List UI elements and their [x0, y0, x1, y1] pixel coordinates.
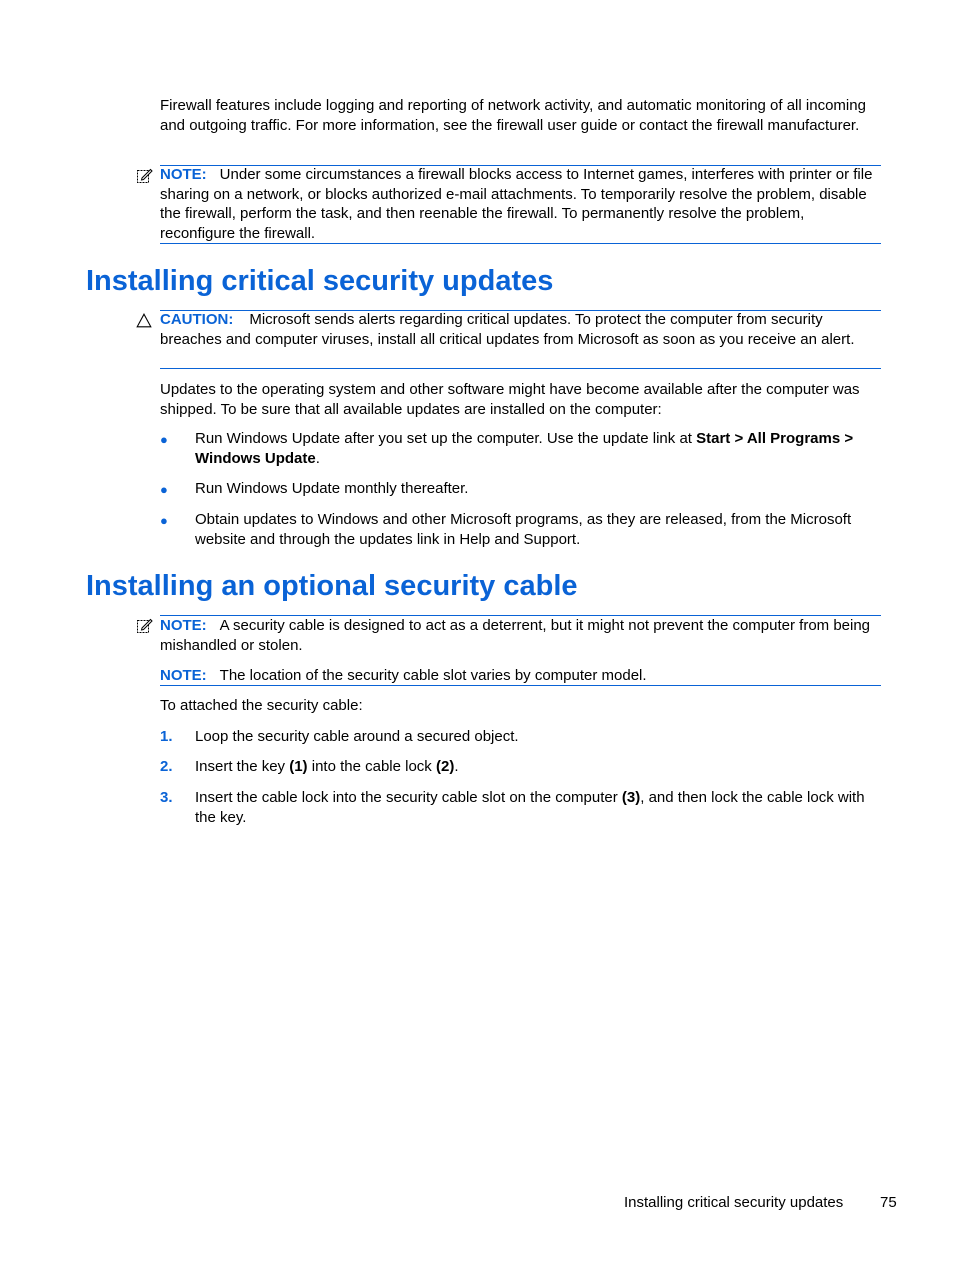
- caution-bottom-rule: [160, 368, 881, 369]
- step-number: 1.: [160, 728, 173, 745]
- list-item: [195, 429, 883, 468]
- section-heading-critical-updates: Installing critical security updates: [86, 265, 554, 297]
- footer-section-title: Installing critical security updates: [624, 1194, 844, 1211]
- step-text: [195, 757, 883, 777]
- bullet-marker: ●: [160, 513, 168, 528]
- note-label: NOTE:: [160, 667, 207, 684]
- callout-ref: (1): [289, 758, 308, 775]
- note-text: The location of the security cable slot varies by computer model.: [219, 667, 647, 684]
- caution-text: Microsoft sends alerts regarding critical updates. To protect the computer from security breaches and computer viruses, install all critical updates from Microsoft as soon as you receive an alert.: [160, 311, 855, 348]
- note-cable-slot: [160, 666, 882, 686]
- step-text-part: Insert the key: [195, 758, 290, 775]
- step-number: 2.: [160, 758, 173, 775]
- note-firewall: [160, 165, 882, 243]
- updates-paragraph: Updates to the operating system and other software might have become available after the computer was shipped. To be sure that all available updates are installed on the computer:: [160, 381, 860, 418]
- note-bottom-rule: [160, 243, 881, 244]
- callout-ref: (3): [621, 789, 641, 806]
- step-text-part: .: [454, 758, 459, 775]
- note-pencil-icon: [136, 167, 153, 184]
- page-number: 75: [880, 1194, 897, 1211]
- caution-label: CAUTION:: [160, 311, 234, 328]
- bullet-marker: ●: [160, 432, 168, 447]
- step-text: [195, 788, 883, 827]
- bullet-marker: ●: [160, 482, 168, 497]
- step-text: Loop the security cable around a secured object.: [195, 728, 519, 745]
- note-text: A security cable is designed to act as a deterrent, but it might not prevent the computer from being mishandled or stolen.: [160, 617, 871, 654]
- steps-intro: To attached the security cable:: [160, 697, 363, 714]
- list-item: Obtain updates to Windows and other Microsoft programs, as they are released, from the Microsoft website and through the updates link in Help and Support.: [195, 511, 852, 548]
- note-label: NOTE:: [160, 617, 207, 634]
- caution-block: [160, 310, 882, 349]
- list-item-text: Run Windows Update after you set up the computer. Use the update link at: [195, 430, 697, 447]
- step-text-part: into the cable lock: [307, 758, 436, 775]
- caution-triangle-icon: [136, 313, 152, 328]
- note-pencil-icon: [136, 617, 153, 634]
- list-item-text-end: .: [315, 449, 320, 467]
- list-item: Run Windows Update monthly thereafter.: [195, 480, 469, 497]
- callout-ref: (2): [435, 758, 455, 775]
- step-text-part: , and then lock the cable lock with the key.: [195, 789, 865, 826]
- note-text: Under some circumstances a firewall blocks access to Internet games, interferes with printer or file sharing on a network, or blocks authorized e-mail attachments. To temporarily resolve the problem, disable the firewall, perform the task, and then reenable the firewall. To permanently resolve the problem, reconfigure the firewall.: [160, 166, 873, 242]
- step-text-part: Insert the cable lock into the security cable slot on the computer: [195, 789, 622, 806]
- menu-path: Start > All Programs > Windows Update: [195, 430, 854, 467]
- section-heading-security-cable: Installing an optional security cable: [86, 570, 578, 602]
- note-security-cable: [160, 616, 882, 655]
- note-bottom-rule: [160, 685, 881, 686]
- note-label: NOTE:: [160, 166, 207, 183]
- firewall-paragraph: Firewall features include logging and reporting of network activity, and automatic monitoring of all incoming and outgoing traffic. For more information, see the firewall user guide or contact the firewall manufacturer.: [160, 97, 866, 134]
- step-number: 3.: [160, 789, 173, 806]
